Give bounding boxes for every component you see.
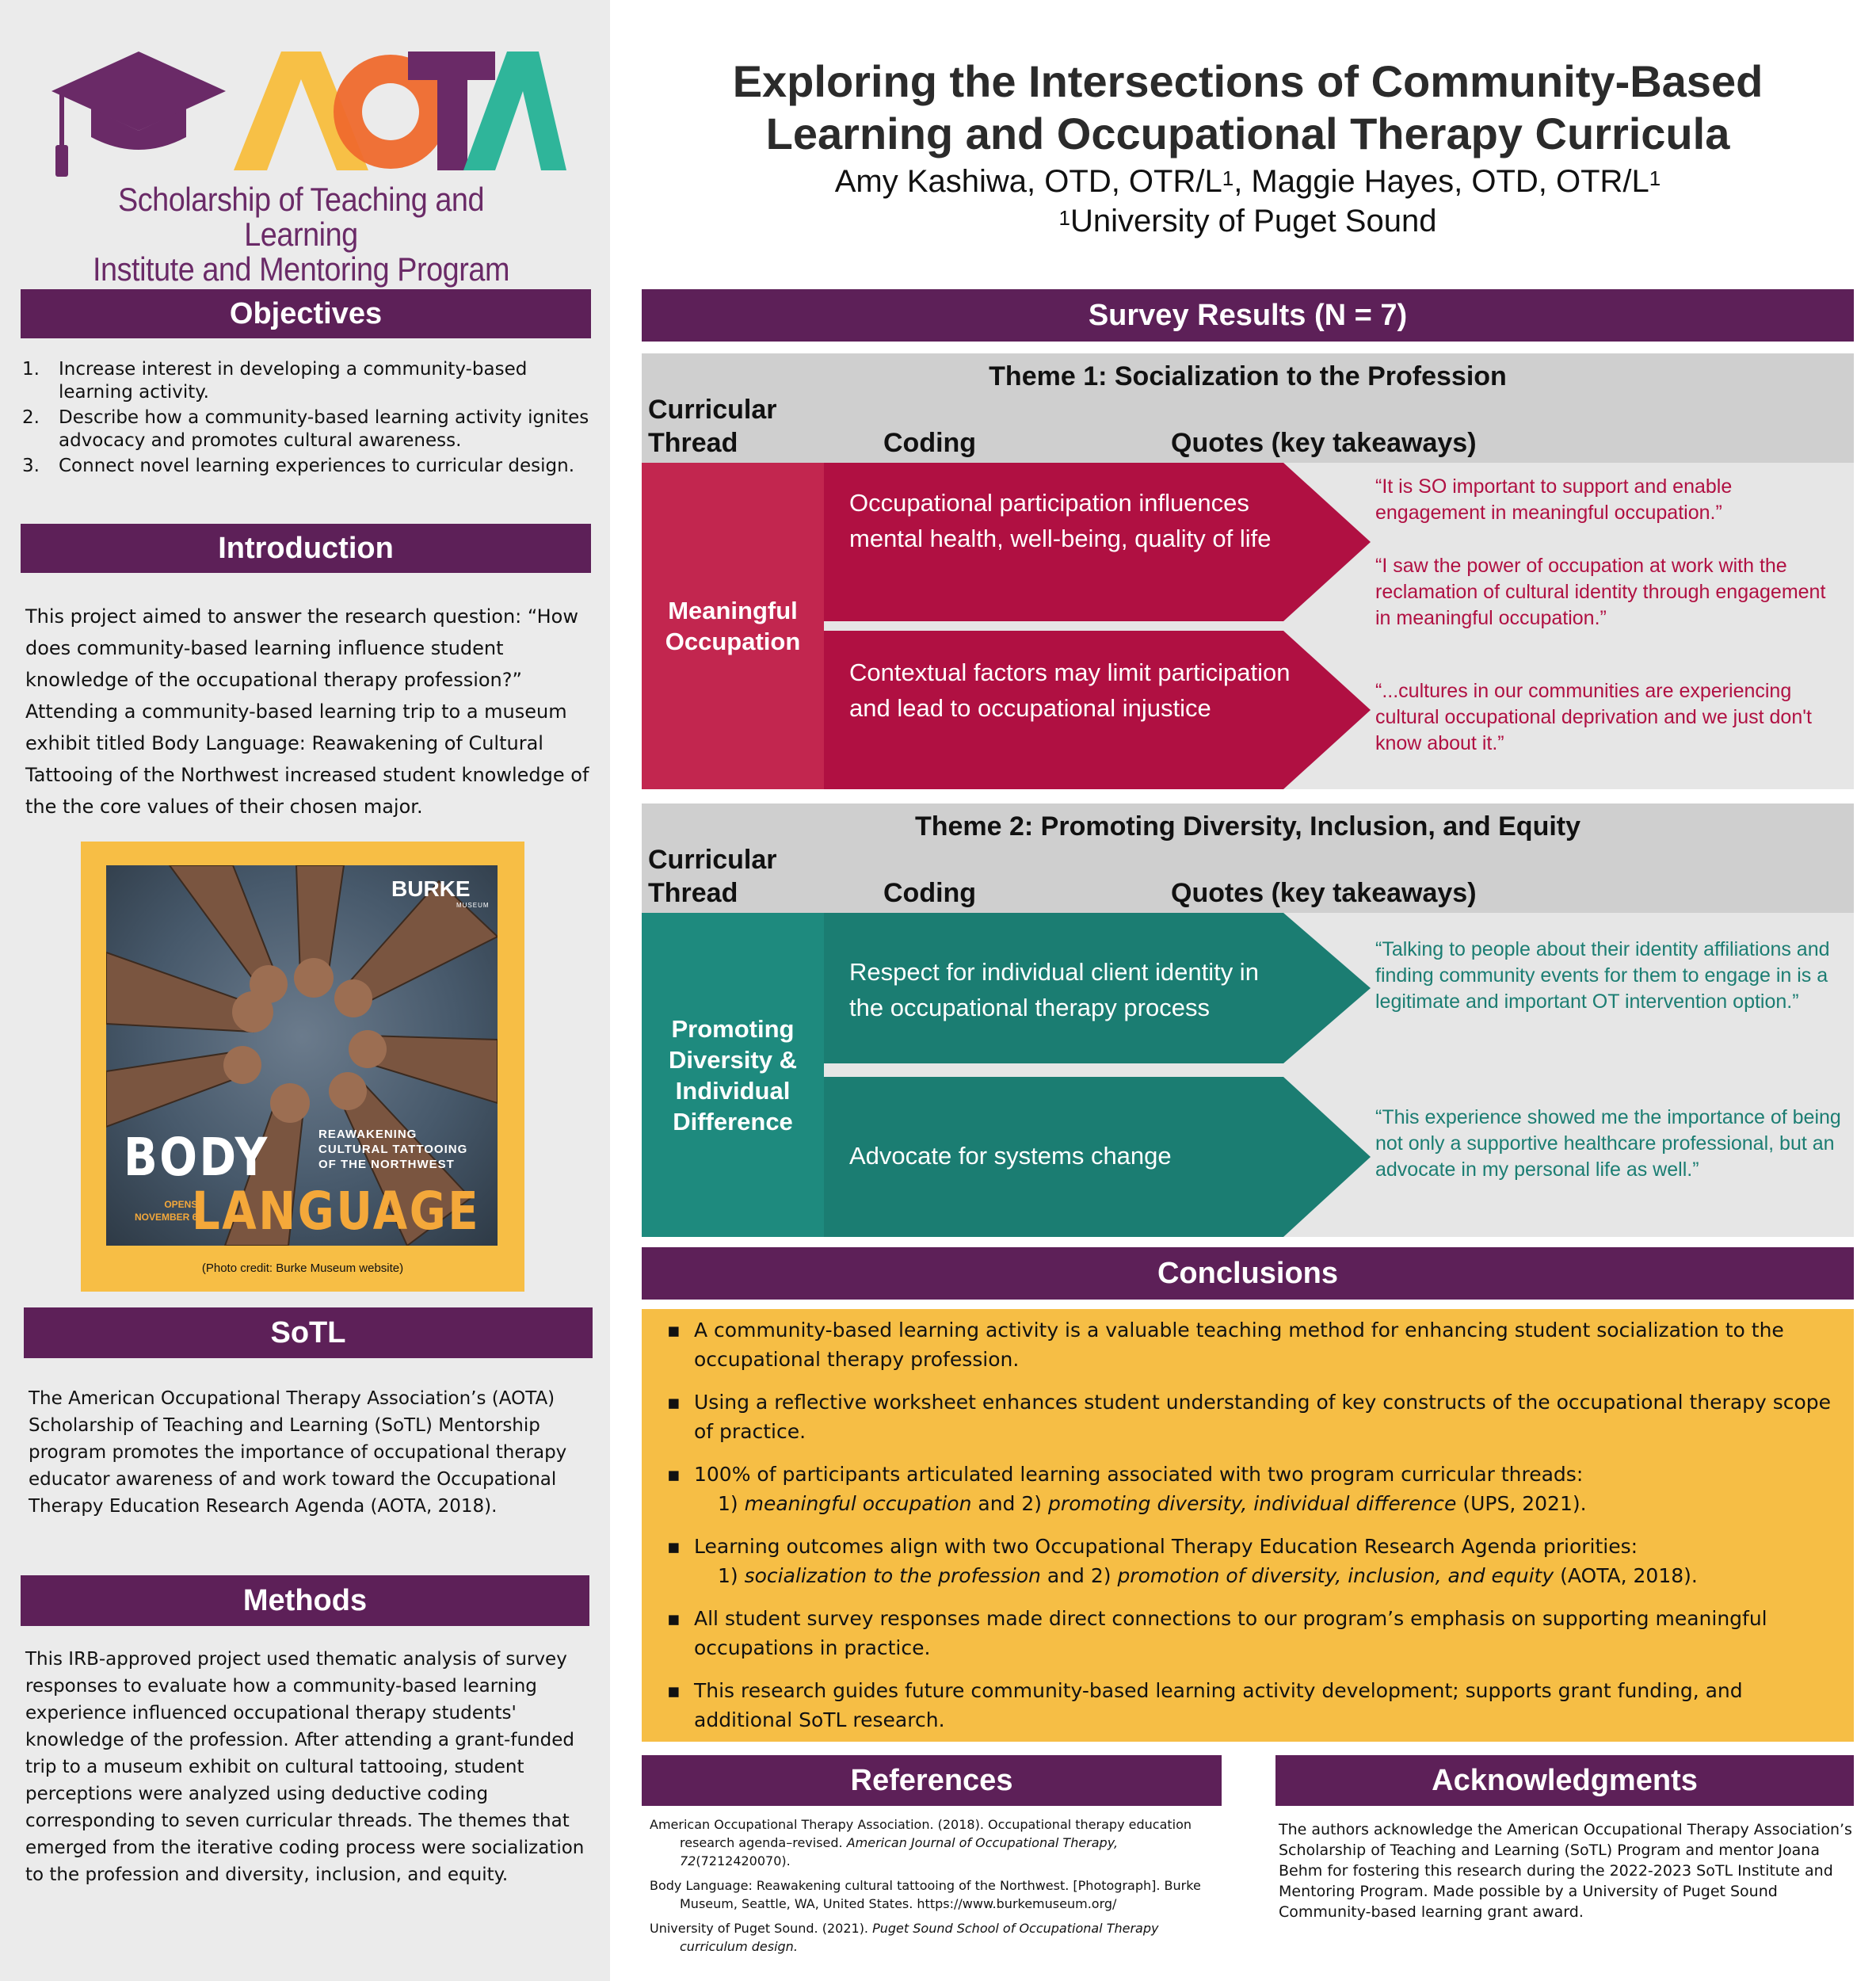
author-name: Amy Kashiwa, OTD, OTR/L — [834, 164, 1222, 199]
conclusion-italic: promoting diversity, individual difference — [1047, 1492, 1457, 1515]
photo-credit: (Photo credit: Burke Museum website) — [201, 1262, 404, 1275]
theme2-quote2: “This experience showed me the importance of being not only a supportive healthcare professional, but an advocate in my personal life as well.” — [1375, 1106, 1841, 1181]
list-item — [22, 407, 593, 452]
theme1-code2: Contextual factors may limit participation and lead to occupational injustice — [849, 658, 1291, 722]
reference-text: Body Language: Reawakening cultural tattooing of the Northwest. [Photograph]. Burke Museum, Seattle, WA, United States. https://www.burkemuseum.org/ — [650, 1878, 1201, 1911]
authors: Amy Kashiwa, OTD, OTR/$L^1$, Maggie Hayes, OTD, OTR/$L^1$ — [834, 164, 1661, 199]
col-thread-line1: Curricular — [648, 395, 777, 425]
bullet-icon: ▪ — [667, 1679, 681, 1702]
introduction-text: This project aimed to answer the research question: “How does community-based learning influence student knowledge of the occupational therapy profession?” Attending a community-based learning trip to a museum exhibit titled Body Language: Reawakening of Cultural Tattooing of the Northwest increased student knowledge of the the core values of their chosen major. — [25, 605, 589, 818]
exhibit-photo-frame — [81, 842, 524, 1292]
col-thread-line2: Thread — [648, 428, 738, 458]
theme1-quote3: “...cultures in our communities are experiencing cultural occupational deprivation and we just don't know about it.” — [1375, 680, 1812, 754]
affiliation — [642, 203, 1854, 239]
conclusion-mid: and 2) — [971, 1492, 1048, 1515]
objective-text: Connect novel learning experiences to curricular design. — [59, 456, 575, 476]
col-thread-line1: Curricular — [648, 845, 777, 875]
col-thread-line2: Thread — [648, 878, 738, 908]
conclusion-italic: socialization to the profession — [744, 1564, 1041, 1587]
conclusion-text: Learning outcomes align with two Occupational Therapy Education Research Agenda priorities: — [694, 1535, 1638, 1558]
graduation-cap-icon — [51, 52, 226, 177]
exhibit-tagline — [318, 1127, 467, 1172]
conclusion-end: (UPS, 2021). — [1456, 1492, 1587, 1515]
reference-item — [650, 1919, 1220, 1956]
exhibit-word-language: LANGUAGE — [192, 1181, 481, 1242]
conclusion-subline — [694, 1489, 1838, 1518]
list-item — [665, 1532, 1838, 1590]
conclusion-end: (AOTA, 2018). — [1554, 1564, 1698, 1587]
reference-end: (7212420070). — [696, 1853, 791, 1868]
conclusions-list — [665, 1315, 1838, 1748]
theme2-header — [642, 803, 1854, 913]
objective-text: Describe how a community-based learning activity ignites advocacy and promotes cultural awareness. — [59, 407, 589, 451]
theme1-title: Theme 1: Socialization to the Profession — [989, 361, 1507, 391]
poster-title — [642, 55, 1854, 160]
theme1-thread: Meaningful Occupation — [642, 463, 824, 789]
conclusion-text: Using a reflective worksheet enhances student understanding of key constructs of the occupational therapy scope of practice. — [694, 1391, 1832, 1443]
objectives-heading: Objectives — [21, 289, 591, 338]
conclusion-text: 100% of participants articulated learning associated with two program curricular threads: — [694, 1463, 1584, 1486]
objective-number: 3. — [22, 456, 40, 476]
left-column — [0, 0, 610, 1981]
opens-line: NOVEMBER 6 — [135, 1212, 198, 1223]
reference-text: University of Puget Sound. (2021). — [650, 1921, 873, 1936]
reference-italic: Puget Sound School of Occupational Therapy curriculum design. — [680, 1921, 1159, 1954]
theme2-code1: Respect for individual client identity in the occupational therapy process — [849, 958, 1259, 1021]
acknowledgments-text: The authors acknowledge the American Occupational Therapy Association’s Scholarship of Teaching and Learning (SoTL) Program and mentor Joana Behm for fostering this research during the 2022-2023 SoTL Institute and Mentoring Program. Made possible by a University of Puget Sound Community-based learning grant award. — [1279, 1821, 1852, 1921]
list-item — [665, 1676, 1838, 1735]
list-item — [22, 358, 593, 404]
reference-italic: American Journal of Occupational Therapy, 72 — [680, 1835, 1119, 1868]
col-quotes: Quotes (key takeaways) — [1171, 878, 1477, 908]
references-heading: References — [642, 1755, 1222, 1806]
col-curricular-thread — [648, 393, 777, 460]
col-curricular-thread — [648, 843, 777, 910]
conclusion-italic: promotion of diversity, inclusion, and equity — [1117, 1564, 1554, 1587]
logo-subtitle-line2: Institute and Mentoring Program — [92, 250, 510, 288]
conclusion-num: 1) — [718, 1492, 745, 1515]
affiliation-mark: 1 — [1058, 206, 1070, 230]
references-list — [650, 1815, 1220, 1962]
sotl-heading: SoTL — [24, 1307, 593, 1358]
reference-item — [650, 1876, 1220, 1913]
theme2-quote1: “Talking to people about their identity affiliations and finding community events for them to engage in is a legitimate and important OT intervention option.” — [1375, 938, 1830, 1013]
list-item — [665, 1387, 1838, 1446]
opens-line: OPENS — [164, 1199, 198, 1210]
aota-letters — [234, 52, 566, 170]
conclusion-italic: meaningful occupation — [744, 1492, 972, 1515]
bullet-icon: ▪ — [667, 1535, 681, 1558]
objectives-list — [22, 358, 593, 480]
theme2-thread: Promoting Diversity & Individual Difference — [642, 913, 824, 1237]
methods-text: This IRB-approved project used thematic analysis of survey responses to evaluate how a community-based learning experience influenced occupational therapy students' knowledge of the profession. After attending a grant-funded trip to a museum exhibit on cultural tattooing, student perceptions were analyzed using deductive coding corresponding to seven curricular threads. The themes that emerged from the iterative coding process were socialization to the profession and diversity, inclusion, and equity. — [25, 1649, 585, 1885]
theme1-quote1: “It is SO important to support and enable engagement in meaningful occupation.” — [1375, 475, 1733, 524]
col-coding: Coding — [883, 428, 977, 458]
poster-title-line2: Learning and Occupational Therapy Curricula — [765, 109, 1730, 158]
col-coding: Coding — [883, 878, 977, 908]
affiliation-name: University of Puget Sound — [1070, 204, 1437, 239]
introduction-heading: Introduction — [21, 524, 591, 573]
burke-brand: BURKE — [391, 876, 471, 901]
poster-title-line1: Exploring the Intersections of Community-Based — [732, 56, 1764, 106]
methods-heading: Methods — [21, 1575, 589, 1626]
affiliation-mark: 1 — [1649, 166, 1661, 190]
logo-subtitle — [59, 182, 543, 287]
tagline-line: OF THE NORTHWEST — [318, 1158, 455, 1171]
reference-item — [650, 1815, 1220, 1870]
tagline-line: CULTURAL TATTOOING — [318, 1143, 468, 1156]
theme2-title: Theme 2: Promoting Diversity, Inclusion, and Equity — [914, 811, 1581, 842]
theme2-panel — [642, 803, 1854, 1237]
tagline-line: REAWAKENING — [318, 1128, 418, 1141]
list-item — [665, 1315, 1838, 1374]
conclusion-num: 1) — [718, 1564, 745, 1587]
logo-subtitle-line1: Scholarship of Teaching and Learning — [117, 181, 485, 253]
conclusions-heading: Conclusions — [642, 1247, 1854, 1300]
exhibit-photo — [106, 865, 498, 1246]
objective-number: 2. — [22, 407, 40, 428]
bullet-icon: ▪ — [667, 1463, 681, 1486]
acknowledgments-heading: Acknowledgments — [1275, 1755, 1854, 1806]
conclusion-text: A community-based learning activity is a valuable teaching method for enhancing student socialization to the occupational therapy profession. — [694, 1319, 1784, 1371]
reference-text: American Occupational Therapy Association. (2018). Occupational therapy education research agenda–revised. — [650, 1817, 1192, 1850]
conclusion-text: All student survey responses made direct connections to our program’s emphasis on supporting meaningful occupations in practice. — [694, 1607, 1767, 1659]
conclusion-text: This research guides future community-based learning activity development; supports grant funding, and additional SoTL research. — [694, 1679, 1743, 1731]
theme1-panel — [642, 353, 1854, 789]
burke-brand-sub: MUSEUM — [456, 902, 490, 909]
objective-number: 1. — [22, 359, 40, 380]
sotl-text: The American Occupational Therapy Association’s (AOTA) Scholarship of Teaching and Learning (SoTL) Mentorship program promotes the importance of occupational therapy educator awareness of and work toward the Occupational Therapy Education Research Agenda (AOTA, 2018). — [29, 1388, 567, 1517]
theme1-quote2: “I saw the power of occupation at work with the reclamation of cultural identity through engagement in meaningful occupation.” — [1375, 555, 1826, 629]
bullet-icon: ▪ — [667, 1607, 681, 1630]
list-item — [665, 1604, 1838, 1662]
bullet-icon: ▪ — [667, 1391, 681, 1414]
theme1-header — [642, 353, 1854, 463]
theme1-code1: Occupational participation influences mental health, well-being, quality of life — [849, 489, 1272, 552]
survey-heading: Survey Results (N = 7) — [642, 289, 1854, 342]
theme2-code2: Advocate for systems change — [849, 1142, 1172, 1170]
exhibit-word-body: BODY — [124, 1127, 269, 1188]
bullet-icon: ▪ — [667, 1319, 681, 1342]
exhibit-opens — [135, 1198, 197, 1223]
list-item — [22, 455, 593, 478]
list-item — [665, 1460, 1838, 1518]
conclusion-mid: and 2) — [1040, 1564, 1118, 1587]
conclusion-subline — [694, 1561, 1838, 1590]
author-name: Maggie Hayes, OTD, OTR/L — [1251, 164, 1649, 199]
conclusions-panel — [642, 1309, 1854, 1742]
objective-text: Increase interest in developing a community-based learning activity. — [59, 359, 528, 403]
col-quotes: Quotes (key takeaways) — [1171, 428, 1477, 458]
affiliation-mark: 1 — [1222, 166, 1234, 190]
